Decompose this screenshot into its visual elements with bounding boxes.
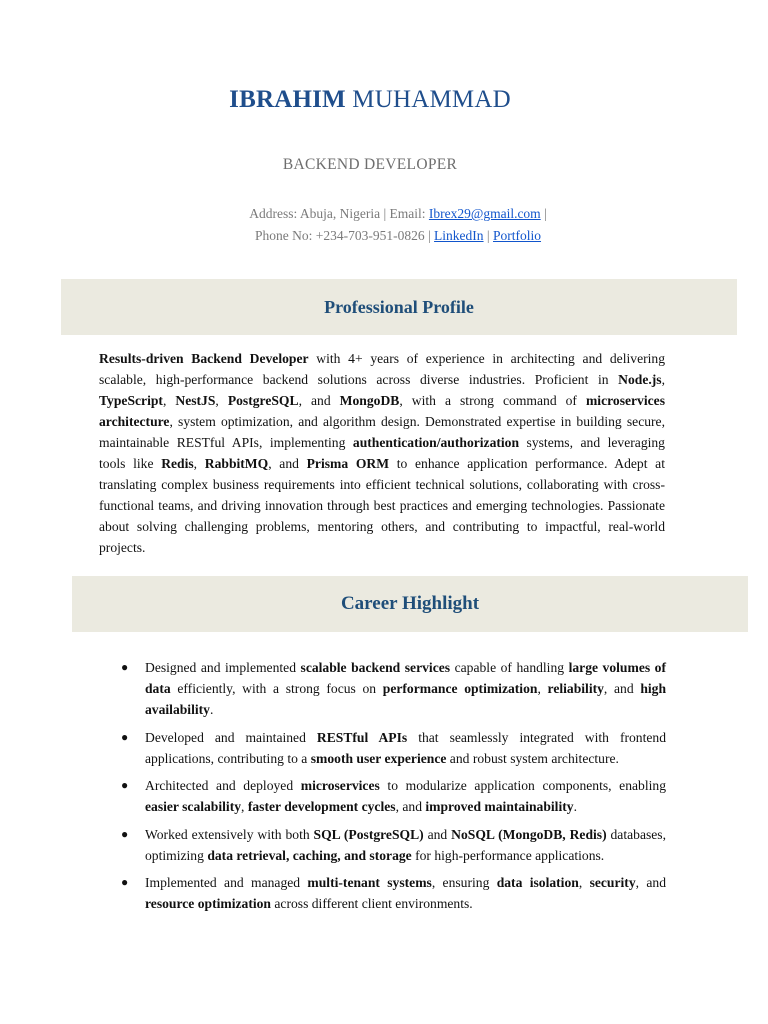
highlight-item [121, 657, 666, 720]
contact-line-1 [0, 203, 768, 225]
emphasis-text: Prisma ORM [306, 456, 390, 471]
body-text: to modularize application components, enabling [379, 778, 666, 793]
emphasis-text: PostgreSQL [227, 393, 299, 408]
body-text: to enhance application performance. Adept at translating complex business requirements into efficient technical solutions, collaborating with cross-functional teams, and driving innovation through best practices and emerging technologies. Passionate about solving challenging problems, mentoring others, and contributing to impactful, real-world projects. [99, 456, 665, 555]
emphasis-text: Redis [161, 456, 194, 471]
body-text: . [209, 702, 214, 717]
section-title: Career Highlight [340, 593, 480, 614]
job-title: BACKEND DEVELOPER [282, 156, 458, 173]
emphasis-text: RabbitMQ [204, 456, 269, 471]
career-highlights-list [121, 657, 666, 921]
section-title: Professional Profile [324, 296, 474, 317]
bullet-icon: ● [121, 778, 129, 792]
emphasis-text: Node.js [618, 372, 662, 387]
separator: | [483, 228, 493, 243]
body-text: Worked extensively with both [145, 826, 314, 842]
emphasis-text: multi-tenant systems [307, 875, 432, 890]
profile-summary [99, 348, 665, 558]
body-text: , [241, 799, 248, 814]
emphasis-text: scalable backend services [300, 660, 451, 675]
body-text: , [537, 681, 548, 696]
body-text: , [215, 393, 228, 408]
emphasis-text: TypeScript [99, 393, 163, 408]
emphasis-text: NoSQL (MongoDB, Redis) [451, 826, 607, 842]
emphasis-text: SQL (PostgreSQL) [313, 826, 424, 842]
candidate-name [0, 86, 740, 114]
highlight-item [121, 872, 666, 914]
body-text: , and [268, 456, 307, 471]
contact-info [0, 203, 768, 247]
emphasis-text: reliability [547, 681, 604, 696]
body-text: , [661, 372, 665, 387]
phone-label: Phone No: +234-703-951-0826 | [254, 228, 435, 243]
emphasis-text: faster development cycles [247, 799, 396, 814]
contact-line-2 [0, 225, 768, 247]
body-text: , [193, 456, 205, 471]
body-text: capable of handling [450, 660, 569, 675]
emphasis-text: data isolation [496, 875, 579, 890]
body-text: Implemented and managed [145, 875, 308, 890]
emphasis-text: NestJS [175, 393, 216, 408]
first-name: IBRAHIM [229, 86, 346, 113]
body-text: Developed and maintained [145, 729, 317, 745]
bullet-icon: ● [121, 875, 129, 889]
highlight-item [121, 727, 666, 769]
emphasis-text: high availability [145, 681, 667, 717]
body-text: that seamlessly integrated with frontend applications, contributing to a [145, 729, 666, 766]
body-text: , with a strong command of [399, 393, 586, 408]
body-text: Designed and implemented [145, 660, 301, 675]
bullet-icon: ● [121, 660, 129, 674]
emphasis-text: security [589, 875, 636, 890]
body-text: , and [395, 799, 426, 814]
body-text: efficiently, with a strong focus on [170, 681, 383, 696]
emphasis-text: data retrieval, caching, and storage [207, 847, 412, 863]
body-text: , and [298, 393, 340, 408]
emphasis-text: authentication/authorization [352, 435, 520, 450]
email-link[interactable]: Ibrex29@gmail.com [428, 206, 541, 221]
emphasis-text: microservices architecture [99, 393, 665, 429]
body-text: . [573, 799, 577, 814]
emphasis-text: improved maintainability [425, 799, 574, 814]
body-text: across different client environments. [270, 896, 473, 911]
body-text: and robust system architecture. [446, 750, 619, 766]
emphasis-text: smooth user experience [310, 750, 447, 766]
emphasis-text: easier scalability [145, 799, 242, 814]
body-text: , system optimization, and algorithm design. Demonstrated expertise in building secure, maintainable RESTful APIs, implementing [99, 414, 665, 450]
career-highlight-header [72, 576, 748, 632]
body-text: with 4+ years of experience in architecting and delivering scalable, high-performance backend solutions across diverse industries. Proficient in [99, 351, 666, 387]
body-text: , ensuring [431, 875, 497, 890]
emphasis-text: performance optimization [382, 681, 538, 696]
body-text: systems, and leveraging tools like [99, 435, 665, 471]
bullet-icon: ● [121, 826, 129, 841]
professional-profile-header [61, 279, 737, 335]
body-text: , and [603, 681, 641, 696]
body-text: , [162, 393, 176, 408]
emphasis-text: microservices [300, 778, 380, 793]
address-label: Address: Abuja, Nigeria | Email: [249, 206, 429, 221]
emphasis-text: Results-driven Backend Developer [99, 351, 309, 366]
body-text: and [423, 826, 452, 842]
body-text: , and [635, 875, 666, 890]
body-text: databases, optimizing [145, 826, 666, 863]
emphasis-text: large volumes of data [145, 660, 666, 696]
bullet-icon: ● [121, 729, 129, 744]
separator: | [540, 206, 547, 221]
body-text: , [578, 875, 590, 890]
highlight-item [121, 775, 666, 817]
highlight-item [121, 824, 666, 866]
linkedin-link[interactable]: LinkedIn [434, 228, 484, 243]
body-text: for high-performance applications. [411, 847, 605, 863]
last-name: MUHAMMAD [352, 86, 511, 113]
emphasis-text: resource optimization [145, 896, 271, 911]
portfolio-link[interactable]: Portfolio [493, 228, 542, 243]
emphasis-text: MongoDB [339, 393, 400, 408]
body-text: Architected and deployed [145, 778, 301, 793]
emphasis-text: RESTful APIs [316, 729, 408, 745]
